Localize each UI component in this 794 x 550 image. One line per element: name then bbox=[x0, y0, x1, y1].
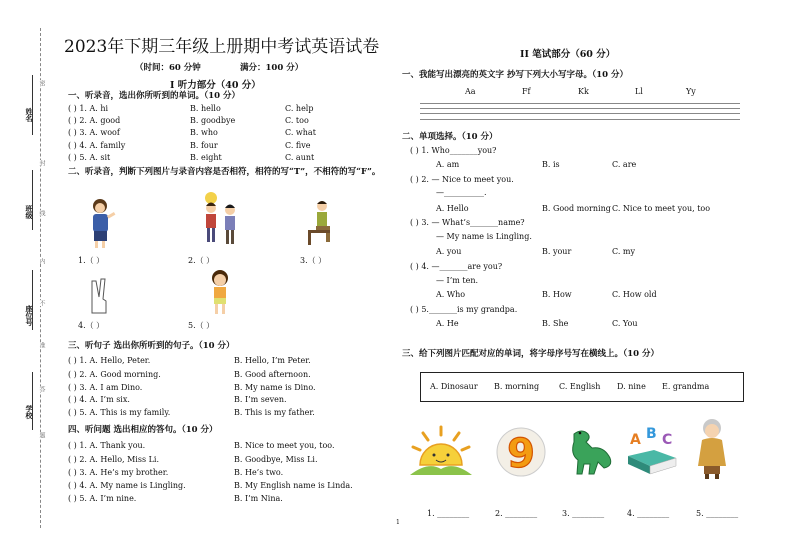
w2-q1-c: C. are bbox=[612, 160, 637, 169]
writing-line bbox=[420, 108, 740, 109]
w2-q4-reply: — I’m ten. bbox=[436, 276, 479, 285]
binding-strip bbox=[0, 0, 60, 550]
s4-option-a: ( ) 3. A. He’s my brother. bbox=[68, 468, 169, 477]
w2-q2-reply: —__________. bbox=[436, 188, 487, 197]
word-option: C. English bbox=[559, 382, 601, 391]
writing-line bbox=[420, 103, 740, 104]
letter-pair: Aa bbox=[465, 87, 476, 96]
sitting-man-picture bbox=[300, 200, 340, 248]
w2-q3-b: B. your bbox=[542, 247, 572, 256]
match-blank-5[interactable]: 5. ________ bbox=[696, 509, 739, 518]
s3-option-a: ( ) 2. A. Good morning. bbox=[68, 370, 161, 379]
nine-glyph: 9 bbox=[507, 431, 535, 477]
seal-char: 准 bbox=[38, 342, 45, 348]
part2-heading: II 笔试部分（60 分） bbox=[520, 49, 616, 60]
grandma-picture bbox=[694, 418, 730, 480]
s1-option-c: C. too bbox=[285, 116, 309, 125]
part1-heading: I 听力部分（40 分） bbox=[170, 80, 261, 91]
kids-greeting-picture bbox=[196, 190, 246, 250]
w2-q2-b: B. Good morning bbox=[542, 204, 611, 213]
s1-row: ( ) 4. A. family bbox=[68, 141, 126, 150]
word-option: E. grandma bbox=[662, 382, 710, 391]
letter-pair: Yy bbox=[686, 87, 696, 96]
w2-q1-b: B. is bbox=[542, 160, 560, 169]
s2-answer-3: 3.（ ） bbox=[300, 256, 327, 265]
s2-answer-2: 2.（ ） bbox=[188, 256, 215, 265]
s1-option-c: C. five bbox=[285, 141, 311, 150]
s1-row: ( ) 2. A. good bbox=[68, 116, 121, 125]
seat-line bbox=[32, 270, 33, 330]
s3-option-a: ( ) 4. A. I’m six. bbox=[68, 395, 130, 404]
s4-option-b: B. Goodbye, Miss Li. bbox=[234, 455, 318, 464]
s4-option-a: ( ) 2. A. Hello, Miss Li. bbox=[68, 455, 160, 464]
seal-char: 线 bbox=[38, 210, 45, 216]
s3-option-b: B. Good afternoon. bbox=[234, 370, 311, 379]
letter-b: B bbox=[646, 426, 657, 442]
seat-label: 座位号 bbox=[25, 305, 34, 326]
letter-a: A bbox=[630, 432, 641, 448]
seal-char: 答 bbox=[38, 386, 45, 392]
page-number: 1 bbox=[396, 519, 400, 526]
s3-option-b: B. My name is Dino. bbox=[234, 383, 316, 392]
s1-option-c: C. aunt bbox=[285, 153, 315, 162]
s4-option-b: B. I’m Nina. bbox=[234, 494, 283, 503]
w2-q5-c: C. You bbox=[612, 319, 638, 328]
w2-q2-c: C. Nice to meet you, too bbox=[612, 204, 711, 213]
word-option: B. morning bbox=[494, 382, 540, 391]
w2-q4-b: B. How bbox=[542, 290, 572, 299]
writing-w2-title: 二、单项选择。（10 分） bbox=[402, 132, 498, 142]
school-line bbox=[32, 372, 33, 430]
s1-option-b: B. goodbye bbox=[190, 116, 236, 125]
s3-option-a: ( ) 3. A. I am Dino. bbox=[68, 383, 143, 392]
dinosaur-picture bbox=[566, 426, 618, 476]
s4-option-b: B. My English name is Linda. bbox=[234, 481, 353, 490]
writing-w3-title: 三、给下列图片匹配对应的单词，将字母序号写在横线上。（10 分） bbox=[402, 349, 660, 359]
writing-line bbox=[420, 113, 740, 114]
seal-char: 密 bbox=[38, 80, 45, 86]
s1-option-b: B. four bbox=[190, 141, 218, 150]
s3-option-a: ( ) 1. A. Hello, Peter. bbox=[68, 356, 151, 365]
exam-time: （时间：60 分钟 bbox=[135, 63, 201, 73]
s1-option-c: C. help bbox=[285, 104, 314, 113]
name-label: 姓名 bbox=[25, 108, 34, 122]
s1-option-b: B. eight bbox=[190, 153, 222, 162]
s1-option-b: B. who bbox=[190, 128, 218, 137]
listening-s3-title: 三、听句子 选出你所听到的句子。（10 分） bbox=[68, 341, 235, 351]
s2-answer-5: 5.（ ） bbox=[188, 321, 215, 330]
w2-q3-reply: — My name is Lingling. bbox=[436, 232, 532, 241]
seal-char: 内 bbox=[38, 258, 45, 264]
w2-q1-stem: ( ) 1. Who_______you? bbox=[410, 146, 497, 155]
letter-c: C bbox=[662, 432, 673, 448]
w2-q5-a: A. He bbox=[436, 319, 459, 328]
seal-line bbox=[40, 28, 41, 528]
seal-char: 封 bbox=[38, 160, 45, 166]
w2-q5-b: B. She bbox=[542, 319, 569, 328]
letter-pair: Ff bbox=[522, 87, 531, 96]
s4-option-a: ( ) 4. A. My name is Lingling. bbox=[68, 481, 186, 490]
s2-answer-4: 4.（ ） bbox=[78, 321, 105, 330]
exam-score: 满分：100 分） bbox=[240, 63, 304, 73]
w2-q2-a: A. Hello bbox=[436, 204, 469, 213]
s1-option-c: C. what bbox=[285, 128, 316, 137]
s3-option-b: B. Hello, I’m Peter. bbox=[234, 356, 311, 365]
w2-q4-a: A. Who bbox=[436, 290, 466, 299]
word-option: D. nine bbox=[617, 382, 646, 391]
s2-answer-1: 1.（ ） bbox=[78, 256, 105, 265]
writing-line bbox=[420, 119, 740, 120]
w2-q4-c: C. How old bbox=[612, 290, 657, 299]
w2-q4-stem: ( ) 4. —_______are you? bbox=[410, 262, 503, 271]
match-blank-2[interactable]: 2. ________ bbox=[495, 509, 538, 518]
letter-pair: Kk bbox=[578, 87, 589, 96]
w2-q3-c: C. my bbox=[612, 247, 636, 256]
listening-s4-title: 四、听问题 选出相应的答句。（10 分） bbox=[68, 425, 218, 435]
listening-s2-title: 二、听录音，判断下列图片与录音内容是否相符，相符的写“T”，不相符的写“F”。 bbox=[68, 167, 381, 177]
hand-two-fingers-picture bbox=[86, 277, 114, 315]
s4-option-b: B. Nice to meet you, too. bbox=[234, 441, 335, 450]
listening-s1-title: 一、听录音，选出你所听到的单词。（10 分） bbox=[68, 91, 241, 101]
s1-row: ( ) 3. A. woof bbox=[68, 128, 120, 137]
school-label: 学校 bbox=[25, 405, 34, 419]
s4-option-b: B. He’s two. bbox=[234, 468, 284, 477]
writing-w1-title: 一、我能写出漂亮的英文字 抄写下列大小写字母。（10 分） bbox=[402, 70, 628, 80]
s3-option-b: B. I’m seven. bbox=[234, 395, 287, 404]
teacher-picture bbox=[85, 198, 117, 250]
w2-q2-stem: ( ) 2. — Nice to meet you. bbox=[410, 175, 514, 184]
w2-q1-a: A. am bbox=[436, 160, 460, 169]
girl-picture bbox=[205, 268, 235, 318]
class-label: 班级 bbox=[25, 205, 34, 219]
match-blank-1[interactable]: 1. ________ bbox=[427, 509, 470, 518]
w2-q5-stem: ( ) 5._______is my grandpa. bbox=[410, 305, 518, 314]
s1-row: ( ) 1. A. hi bbox=[68, 104, 109, 113]
seal-char: 不 bbox=[38, 300, 45, 306]
s3-option-a: ( ) 5. A. This is my family. bbox=[68, 408, 171, 417]
exam-title: 2023年下期三年级上册期中考试英语试卷 bbox=[64, 37, 380, 57]
w2-q3-stem: ( ) 3. — What’s_______name? bbox=[410, 218, 525, 227]
s4-option-a: ( ) 5. A. I’m nine. bbox=[68, 494, 137, 503]
match-blank-4[interactable]: 4. ________ bbox=[627, 509, 670, 518]
seal-char: 题 bbox=[38, 432, 45, 438]
w2-q3-a: A. you bbox=[436, 247, 462, 256]
s1-option-b: B. hello bbox=[190, 104, 221, 113]
name-line bbox=[32, 75, 33, 135]
s1-row: ( ) 5. A. sit bbox=[68, 153, 111, 162]
match-blank-3[interactable]: 3. ________ bbox=[562, 509, 605, 518]
number-nine-picture bbox=[494, 426, 548, 478]
word-option: A. Dinosaur bbox=[430, 382, 478, 391]
letter-pair: Ll bbox=[635, 87, 643, 96]
sunrise-picture bbox=[408, 425, 474, 477]
class-line bbox=[32, 170, 33, 230]
s3-option-b: B. This is my father. bbox=[234, 408, 315, 417]
abc-book-picture bbox=[624, 424, 680, 478]
s4-option-a: ( ) 1. A. Thank you. bbox=[68, 441, 146, 450]
